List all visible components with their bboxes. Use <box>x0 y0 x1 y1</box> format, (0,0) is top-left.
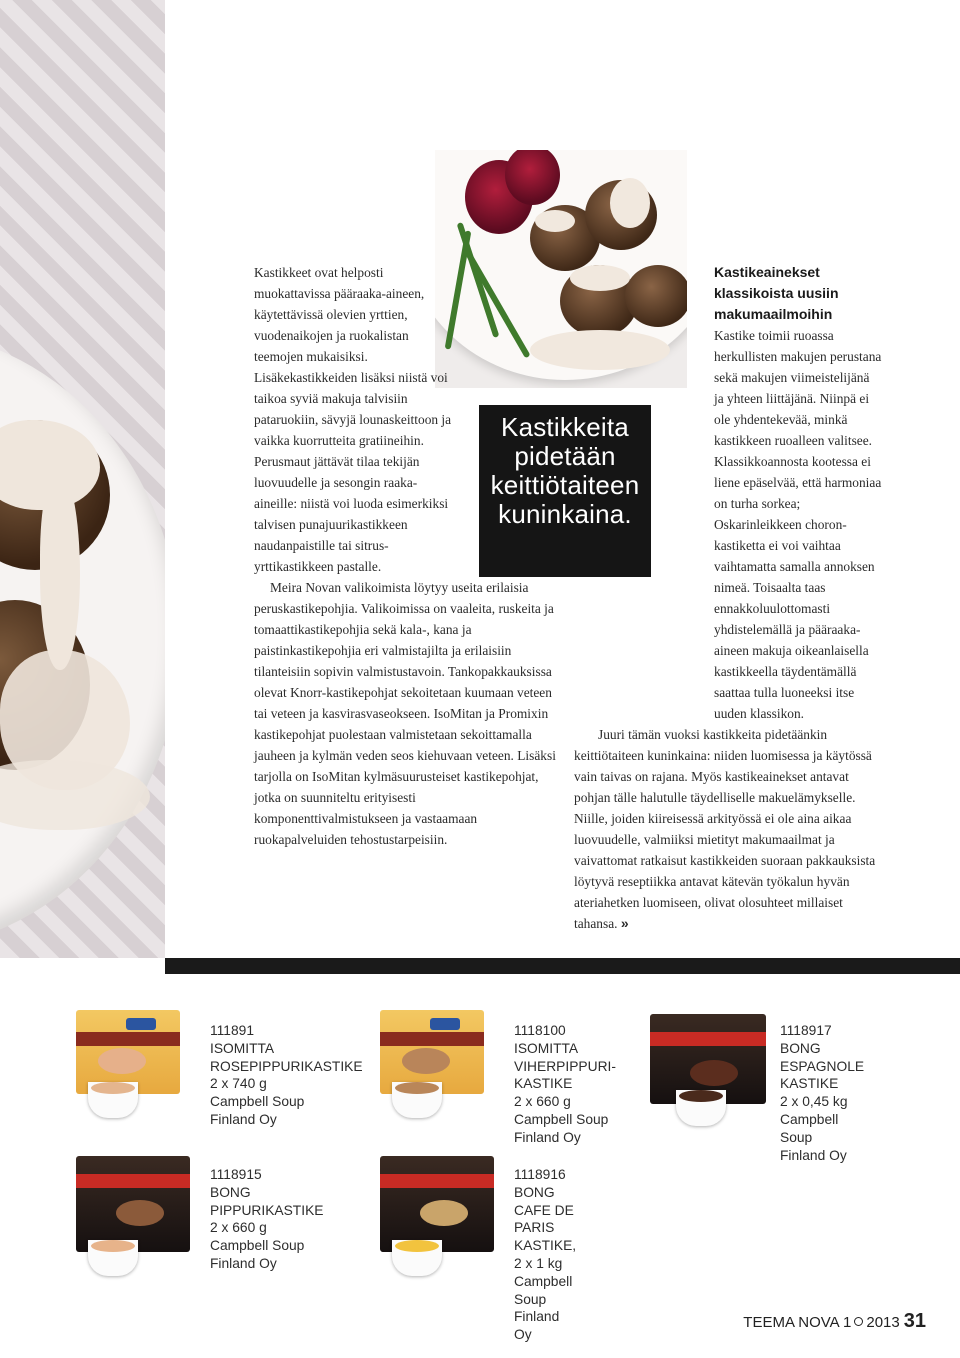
body-paragraph: Meira Novan valikoimista löytyy useita erilaisia peruskastikepohjia. Valikoimissa on vaaleita, ruskeita ja tomaattikastikepohjia sekä kala-, kana ja paistinkastikepohjia eri valmistajilta ja erilaisiin tilanteisiin sopivin valmistustavoin. Tankopakkauksissa olevat Knorr-kastikepohjat sekoitetaan kuumaan veteen tai veteen ja kasvirasvaseokseen. IsoMitan ja Promixin kastikepohjat puolestaan valmistetaan sekoittamalla jauheen ja kylmän veden seos kiehuvaan veteen. Lisäksi tarjolla on IsoMitan kylmäsuurusteiset kastikepohjat, jotka on suunniteltu erityisesti komponenttivalmistukseen ja vastaamaan ruokapalveluiden tehostustarpeisiin. <box>254 580 556 847</box>
pull-quote: Kastikkeita pidetään keittiötaiteen kuninkaina. <box>479 405 651 577</box>
product-info: 1118915 BONG PIPPURIKASTIKE 2 x 660 g Campbell Soup Finland Oy <box>210 1167 324 1271</box>
intro-paragraph: Kastikkeet ovat helposti muokattavissa pääraaka-aineen, käytettävissä olevien yrttien, vuodenaikojen ja ruokalistan teemojen mukaisiksi. Lisäkekastikkeiden lisäksi niistä voi taikoa syviä makuja talvisiin pataruokiin, sävyjä lounaskeittoon ja vaikka kuorrutteita gratiineihin. Perusmaut jättävät tilaa tekijän luovuudelle ja sesongin raaka-aineille: niistä voi luoda esimerkiksi talvisen punajuurikastikkeen naudanpaistille tai sitrus-yrttikastikkeen pastalle. <box>254 265 452 574</box>
product-info: 1118100 ISOMITTA VIHERPIPPURI- KASTIKE 2 x 660 g Campbell Soup Finland Oy <box>514 1023 616 1145</box>
section-heading: Kastikeainekset klassikoista uusiin makumaailmoihin <box>714 264 839 322</box>
divider-band <box>165 958 960 974</box>
issue-year: 2013 <box>866 1314 900 1331</box>
product-image-bong-pippurikastike <box>76 1156 186 1266</box>
section-paragraph-2: Juuri tämän vuoksi kastikkeita pidetäänkin keittiötaiteen kuninkaina: niiden luomisessa ja käytössä vain taivas on rajana. Myös kastikeainekset antavat pohjan tälle halutulle täydelliselle makuelämykselle. Niille, joiden kiireisessä arkityössä ei ole aina aikaa luovuudelle, valmiiksi mietityt makumaailmat ja vaivattomat ratkaisut kastikkeiden suoraan pakkauksista löytyvä reseptiikka antavat kätevän työkalun hyvän ateriahetken luomiseen, olivat olosuhteet millaiset tahansa. » <box>574 727 876 931</box>
product-info: 1118917 BONG ESPAGNOLE KASTIKE 2 x 0,45 kg Campbell Soup Finland Oy <box>780 1023 865 1163</box>
magazine-name: TEEMA NOVA 1 <box>743 1314 852 1331</box>
page-number: 31 <box>903 1310 926 1332</box>
product-image-bong-espagnole-kastike <box>650 1014 760 1124</box>
meatball-plate-photo <box>0 0 165 958</box>
bullet-circle-icon <box>854 1317 863 1326</box>
continue-arrow-icon: » <box>620 915 629 931</box>
product-image-isomitta-rosepippurikastike <box>76 1010 186 1120</box>
product-image-bong-cafe-de-paris-kastike <box>380 1156 490 1266</box>
section-paragraph-1: Kastike toimii ruoassa herkullisten makujen perustana sekä makujen viimeistelijänä ja yhteen liittäjänä. Niinpä ei ole yhdentekevää, minkä kastikkeen ruoalleen valitsee. Klassikkoannosta kootessa ei liene epäselvää, että harmoniaa on turha sorkea; Oskarinleikkeen choron-kastiketta ei voi vaihtaa vaihtamatta samalla annoksen nimeä. Toisaalta taas ennakkoluulottomasti yhdistelemällä ja pääraaka-aineen makuja oikeanlaisella kastikkeella täydentämällä saattaa tulla luoneeksi itse uuden klassikon. <box>714 328 882 721</box>
product-info: 111891 ISOMITTA ROSEPIPPURIKASTIKE 2 x 740 g Campbell Soup Finland Oy <box>210 1023 363 1127</box>
product-image-isomitta-viherpippurikastike <box>380 1010 490 1120</box>
product-info: 1118916 BONG CAFE DE PARIS KASTIKE, 2 x 1 kg Campbell Soup Finland Oy <box>514 1167 577 1343</box>
right-article-column <box>574 262 882 934</box>
page-footer <box>743 1310 926 1333</box>
